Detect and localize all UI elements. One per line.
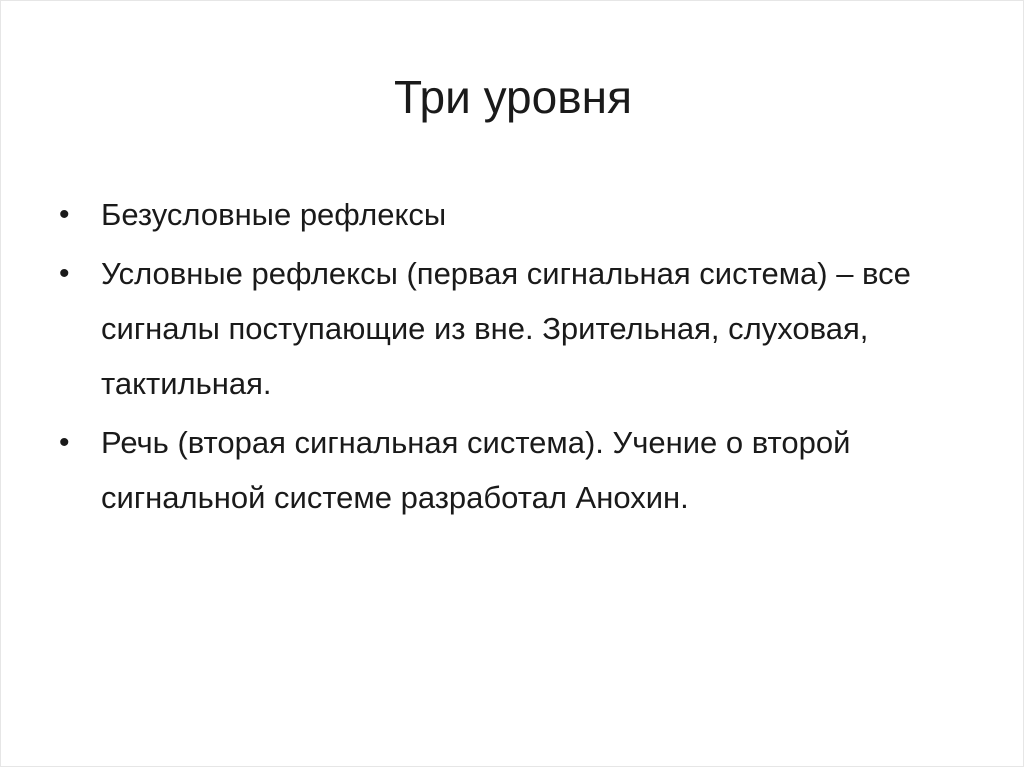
bullet-text: Безусловные рефлексы: [101, 197, 447, 232]
bullet-text: Речь (вторая сигнальная система). Учение о второй сигнальной системе разработал Анохин.: [101, 425, 851, 515]
bullet-list: [59, 187, 969, 529]
bullet-marker: •: [59, 426, 70, 459]
slide-title: Три уровня: [394, 71, 632, 123]
bullet-item-conditioned-reflexes: [59, 246, 969, 411]
bullet-marker: •: [59, 198, 70, 231]
bullet-item-speech: [59, 415, 969, 525]
bullet-item-unconditioned-reflexes: [59, 187, 969, 242]
bullet-marker: •: [59, 257, 70, 290]
bullet-text: Условные рефлексы (первая сигнальная система) – все сигналы поступающие из вне. Зрительная, слуховая, тактильная.: [101, 256, 911, 401]
